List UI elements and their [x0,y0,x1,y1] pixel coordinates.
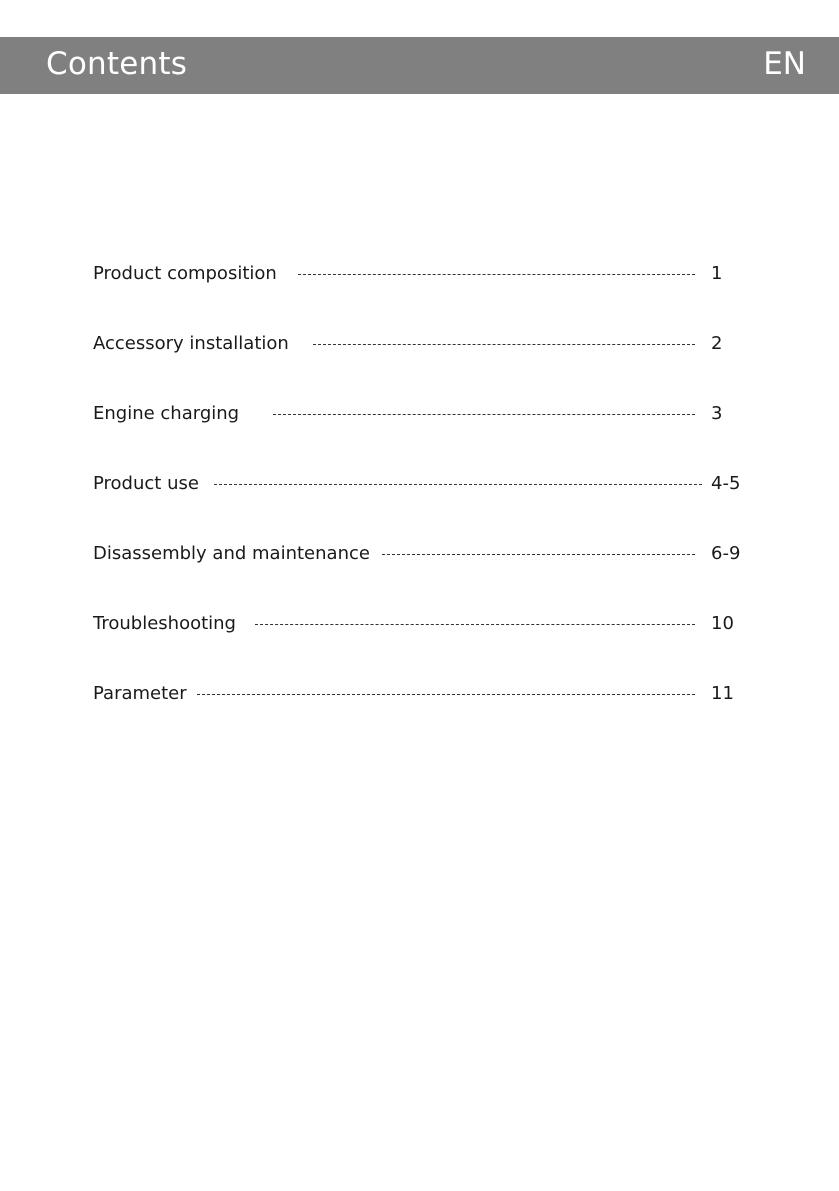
toc-entry-accessory-installation[interactable] [93,332,753,356]
dotted-leader [255,624,695,625]
toc-entry-label: Disassembly and maintenance [93,543,370,564]
toc-entry-troubleshooting[interactable] [93,612,753,636]
toc-entry-label: Troubleshooting [93,613,236,634]
dotted-leader [313,344,695,345]
dotted-leader [382,554,695,555]
toc-entry-label: Product composition [93,263,277,284]
dotted-leader [298,274,695,275]
toc-entry-engine-charging[interactable] [93,402,753,426]
toc-entry-page: 6-9 [711,543,741,564]
toc-entry-page: 3 [711,403,723,424]
dotted-leader [197,694,695,695]
toc-entry-page: 4-5 [711,473,741,494]
toc-entry-page: 2 [711,333,723,354]
dotted-leader [273,414,695,415]
toc-entry-disassembly-and-maintenance[interactable] [93,542,753,566]
page-title: Contents [46,46,188,82]
toc-entry-product-use[interactable] [93,472,753,496]
dotted-leader [214,484,702,485]
toc-entry-label: Parameter [93,683,187,704]
toc-entry-page: 1 [711,263,723,284]
toc-entry-page: 10 [711,613,734,634]
toc-entry-label: Accessory installation [93,333,289,354]
language-badge: EN [763,46,806,82]
toc-entry-parameter[interactable] [93,682,753,706]
toc-entry-product-composition[interactable] [93,262,753,286]
toc-entry-label: Product use [93,473,199,494]
toc-entry-label: Engine charging [93,403,240,424]
toc-entry-page: 11 [711,683,734,704]
